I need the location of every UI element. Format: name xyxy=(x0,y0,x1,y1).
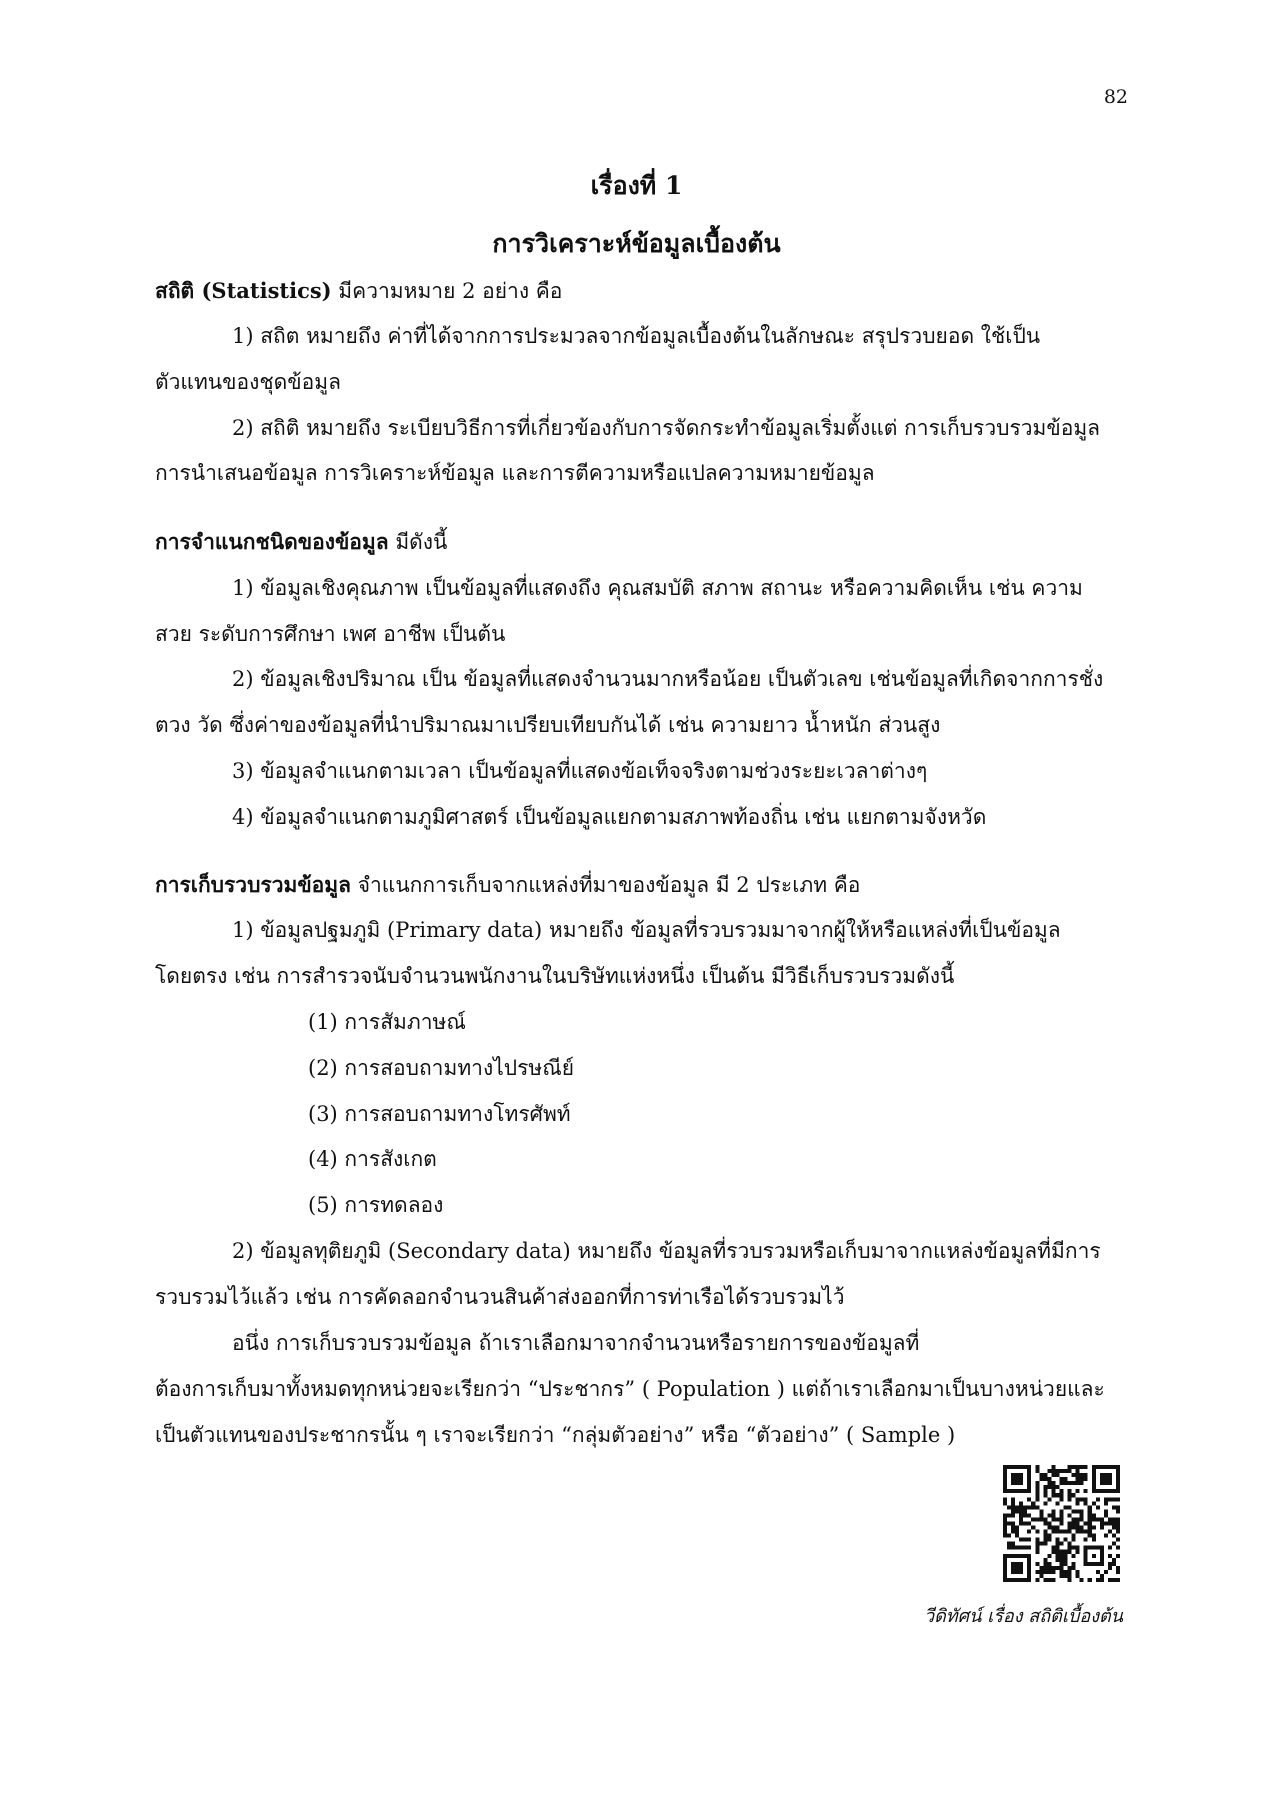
statistics-heading: สถิติ (Statistics) xyxy=(155,278,332,303)
statistics-paragraph xyxy=(155,280,562,302)
qr-caption: วีดิทัศน์ เรื่อง สถิติเบื้องต้น xyxy=(923,1606,1123,1627)
collection-method-5: (5) การทดลอง xyxy=(308,1193,444,1217)
statistics-item-1-line-1: 1) สถิต หมายถึง ค่าที่ได้จากการประมวลจากข้อมูลเบื้องต้นในลักษณะ สรุปรวบยอด ใช้เป็น xyxy=(232,324,1041,348)
chapter-subtitle: การวิเคราะห์ข้อมูลเบื้องต้น xyxy=(492,229,781,258)
collection-item-1-line-1: 1) ข้อมูลปฐมภูมิ (Primary data) หมายถึง ข้อมูลที่รวบรวมมาจากผู้ให้หรือแหล่งที่เป็นข้อมูล xyxy=(232,918,1061,942)
classification-item-1-line-2: สวย ระดับการศึกษา เพศ อาชีพ เป็นต้น xyxy=(155,622,506,646)
collection-item-2-line-1: 2) ข้อมูลทุติยภูมิ (Secondary data) หมายถึง ข้อมูลที่รวบรวมหรือเก็บมาจากแหล่งข้อมูลที่มีการ xyxy=(232,1239,1101,1263)
classification-item-1-line-1: 1) ข้อมูลเชิงคุณภาพ เป็นข้อมูลที่แสดงถึง คุณสมบัติ สภาพ สถานะ หรือความคิดเห็น เช่น ความ xyxy=(232,576,1083,600)
collection-note-line-2: ต้องการเก็บมาทั้งหมดทุกหน่วยจะเรียกว่า “ประชากร” ( Population ) แต่ถ้าเราเลือกมาเป็นบางหน่วยและ xyxy=(155,1377,1105,1401)
classification-intro: มีดังนี้ xyxy=(388,530,448,554)
collection-item-1-line-2: โดยตรง เช่น การสำรวจนับจำนวนพนักงานในบริษัทแห่งหนึ่ง เป็นต้น มีวิธีเก็บรวบรวมดังนี้ xyxy=(155,964,955,988)
chapter-title: เรื่องที่ 1 xyxy=(590,171,683,200)
classification-item-2-line-1: 2) ข้อมูลเชิงปริมาณ เป็น ข้อมูลที่แสดงจำนวนมากหรือน้อย เป็นตัวเลข เช่นข้อมูลที่เกิดจากการชั่ง xyxy=(232,667,1104,691)
qr-code-icon[interactable] xyxy=(1003,1465,1120,1582)
collection-heading: การเก็บรวบรวมข้อมูล xyxy=(155,872,352,897)
collection-note-line-3: เป็นตัวแทนของประชากรนั้น ๆ เราจะเรียกว่า “กลุ่มตัวอย่าง” หรือ “ตัวอย่าง” ( Sample ) xyxy=(155,1423,956,1447)
statistics-item-2-line-1: 2) สถิติ หมายถึง ระเบียบวิธีการที่เกี่ยวข้องกับการจัดกระทำข้อมูลเริ่มตั้งแต่ การเก็บรวบรวมข้อมูล xyxy=(232,416,1101,440)
classification-item-4: 4) ข้อมูลจำแนกตามภูมิศาสตร์ เป็นข้อมูลแยกตามสภาพท้องถิ่น เช่น แยกตามจังหวัด xyxy=(232,805,987,829)
classification-item-3: 3) ข้อมูลจำแนกตามเวลา เป็นข้อมูลที่แสดงข้อเท็จจริงตามช่วงระยะเวลาต่างๆ xyxy=(232,759,928,783)
classification-heading: การจำแนกชนิดของข้อมูล xyxy=(155,529,389,554)
collection-method-2: (2) การสอบถามทางไปรษณีย์ xyxy=(308,1056,575,1080)
statistics-intro: มีความหมาย 2 อย่าง คือ xyxy=(331,279,563,303)
classification-paragraph xyxy=(155,531,447,553)
collection-paragraph xyxy=(155,874,860,896)
collection-item-2-line-2: รวบรวมไว้แล้ว เช่น การคัดลอกจำนวนสินค้าส่งออกที่การท่าเรือได้รวบรวมไว้ xyxy=(155,1285,845,1309)
classification-item-2-line-2: ตวง วัด ซึ่งค่าของข้อมูลที่นำปริมาณมาเปรียบเทียบกันได้ เช่น ความยาว น้ำหนัก ส่วนสูง xyxy=(155,713,941,737)
page-number: 82 xyxy=(1103,86,1128,108)
collection-method-3: (3) การสอบถามทางโทรศัพท์ xyxy=(308,1102,571,1126)
statistics-item-1-line-2: ตัวแทนของชุดข้อมูล xyxy=(155,370,341,394)
collection-method-4: (4) การสังเกต xyxy=(308,1147,437,1171)
collection-note-line-1: อนึ่ง การเก็บรวบรวมข้อมูล ถ้าเราเลือกมาจากจำนวนหรือรายการของข้อมูลที่ xyxy=(232,1331,920,1355)
collection-method-1: (1) การสัมภาษณ์ xyxy=(308,1010,466,1034)
statistics-item-2-line-2: การนำเสนอข้อมูล การวิเคราะห์ข้อมูล และการตีความหรือแปลความหมายข้อมูล xyxy=(155,461,875,485)
collection-intro: จำแนกการเก็บจากแหล่งที่มาของข้อมูล มี 2 ประเภท คือ xyxy=(351,873,861,897)
